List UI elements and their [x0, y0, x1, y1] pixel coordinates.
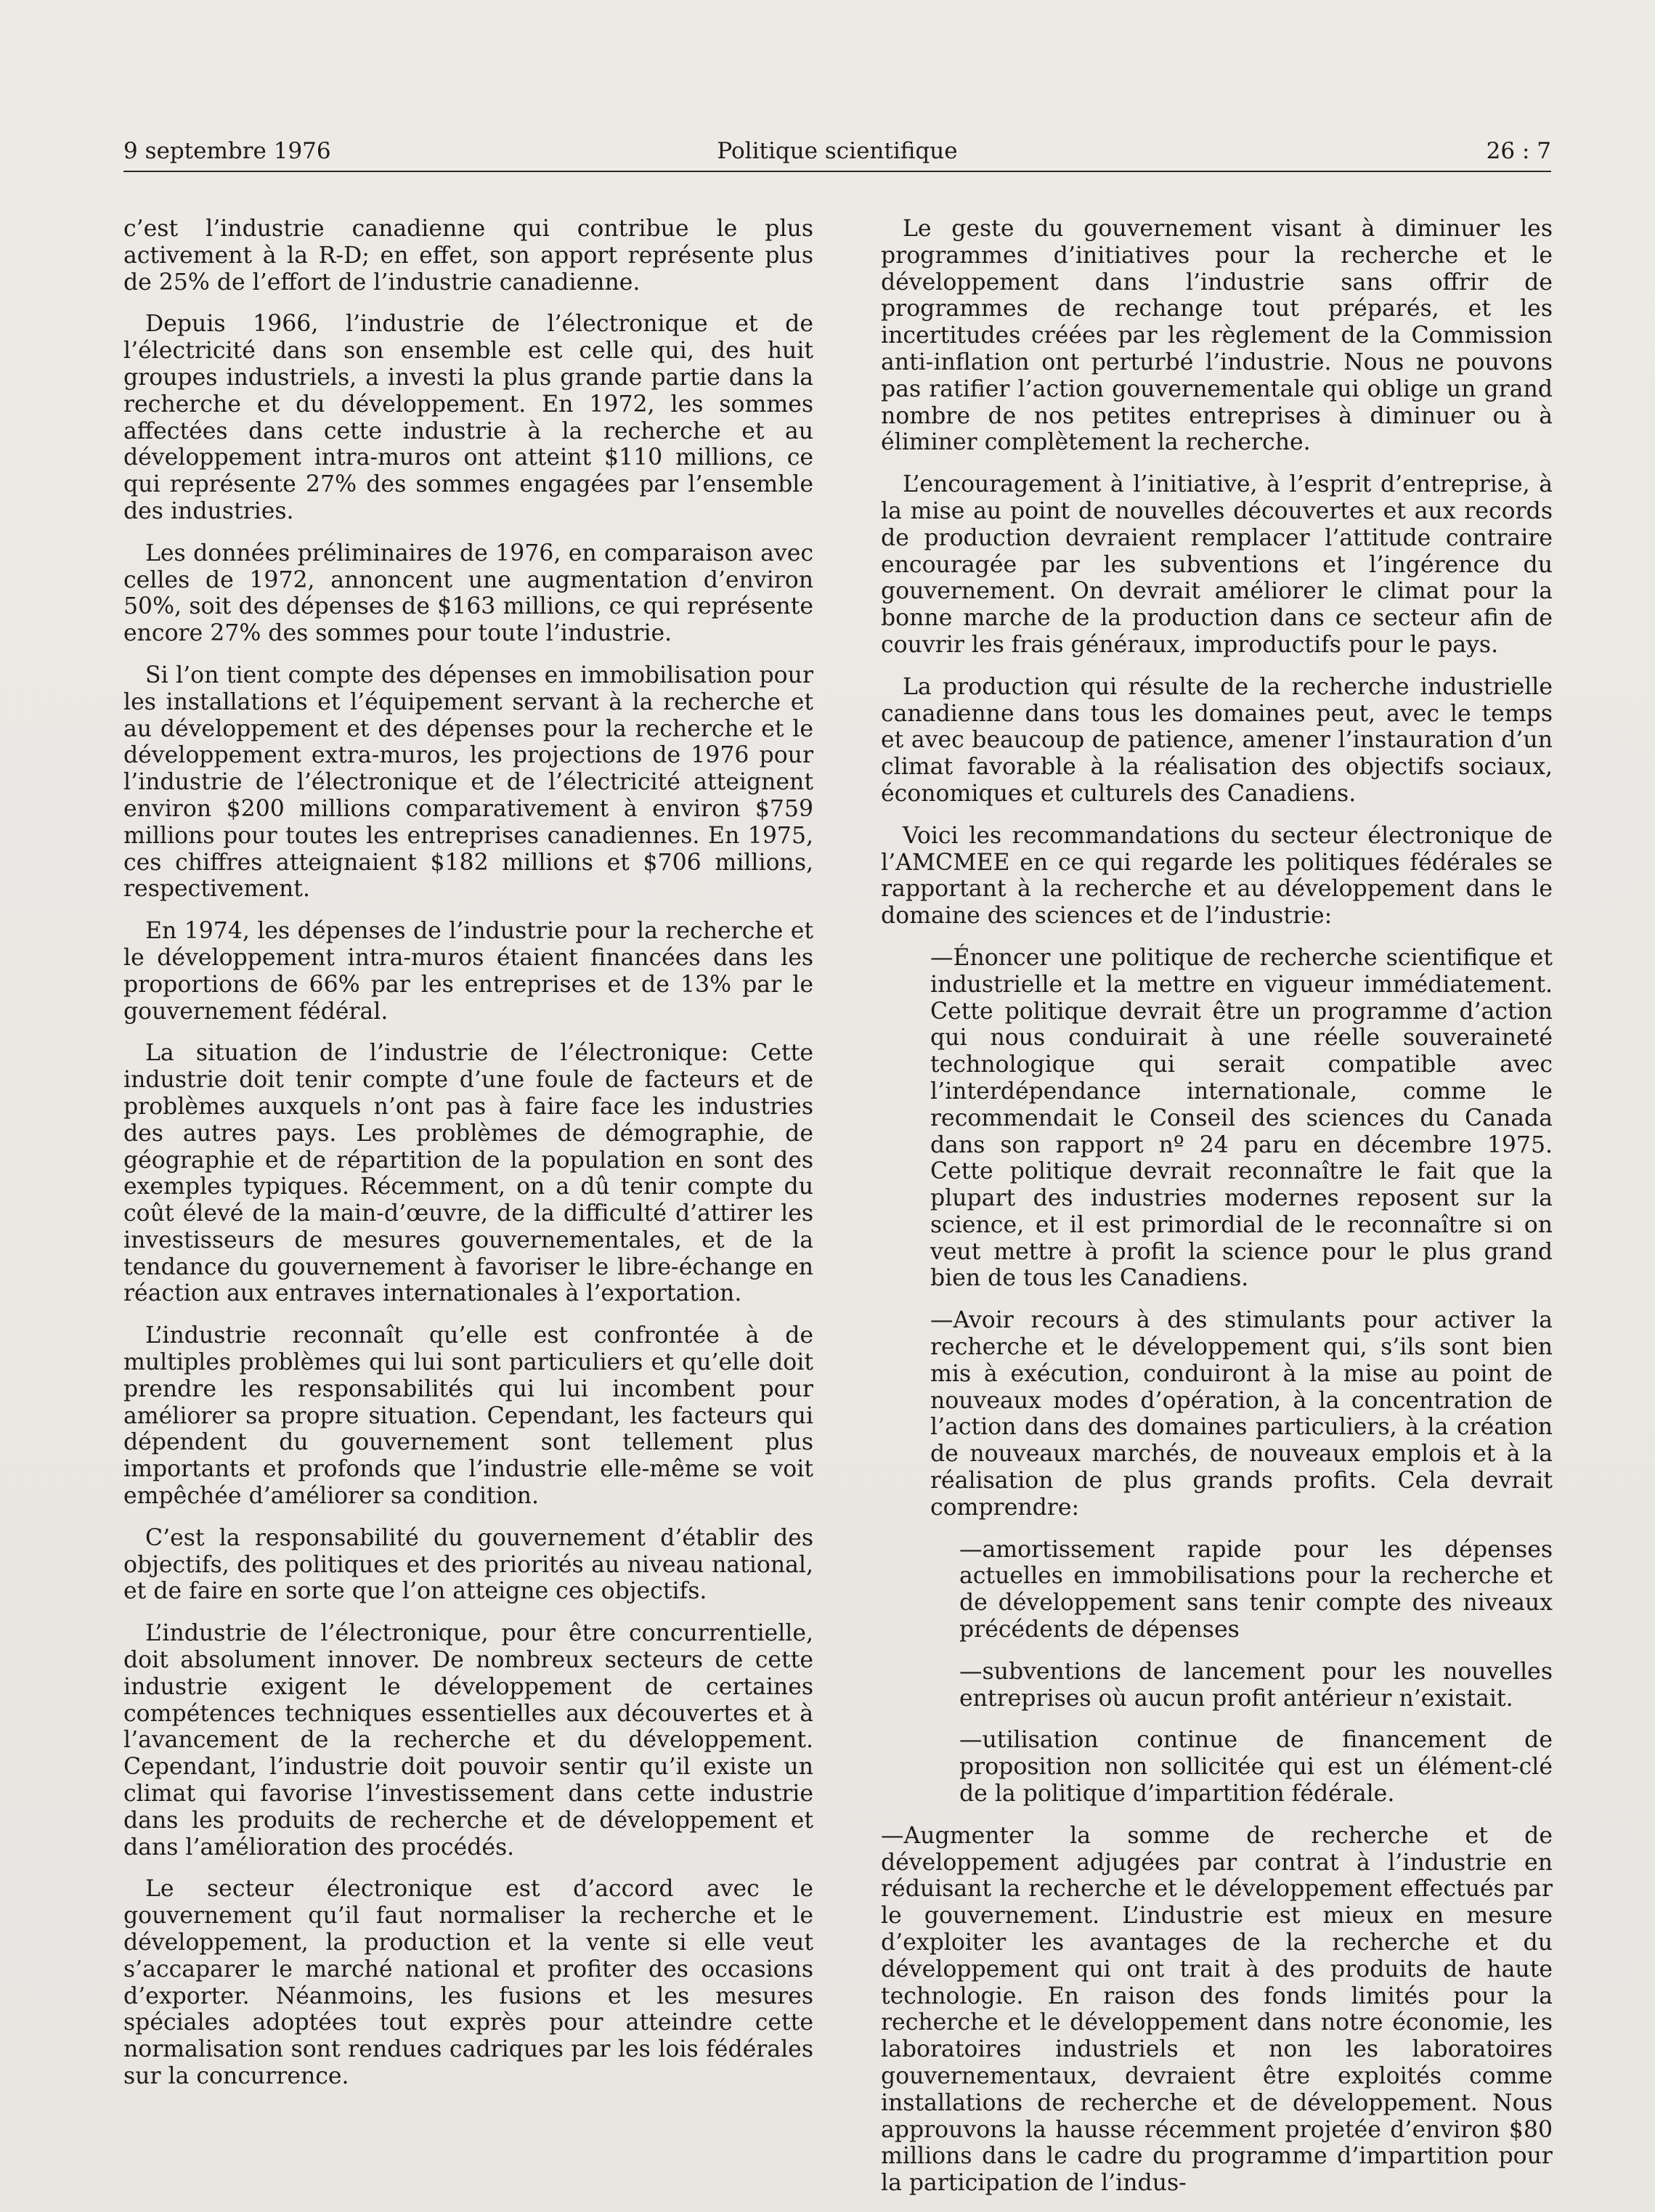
- header-date: 9 septembre 1976: [123, 138, 331, 164]
- paragraph: L’industrie de l’électronique, pour être concurrentielle, doit absolument innover. De nombreux secteurs de cette industrie exigent le développement de certaines compétences techniques essentielles aux découvertes et à l’avancement de la recherche et du développement. Cependant, l’industrie doit pouvoir sentir qu’il existe un climat qui favorise l’investissement dans cette industrie dans les produits de recherche et de développement et dans l’amélioration des procédés.: [123, 1620, 813, 1861]
- recommendation-item: —Augmenter la somme de recherche et de développement adjugées par contrat à l’industrie en réduisant la recherche et le développement effectués par le gouvernement. L’industrie est mieux en mesure d’exploiter les avantages de la recherche et du développement qui ont trait à des produits de haute technologie. En raison des fonds limités pour la recherche et le développement dans notre économie, les laboratoires industriels et non les laboratoires gouvernementaux, devraient être exploités comme installations de recherche et de développement. Nous approuvons la hausse récemment projetée d’environ $80 millions dans le cadre du programme d’impartition pour la participation de l’indus-: [881, 1822, 1553, 2197]
- paragraph: L’encouragement à l’initiative, à l’esprit d’entreprise, à la mise au point de nouvelles découvertes et aux records de production devraient remplacer l’attitude contraire encouragée par les subventions et l’ingérence du gouvernement. On devrait améliorer le climat pour la bonne marche de la production dans ce secteur afin de couvrir les frais généraux, improductifs pour le pays.: [881, 471, 1553, 658]
- right-column: [881, 216, 1553, 2212]
- paragraph: La production qui résulte de la recherche industrielle canadienne dans tous les domaines peut, avec le temps et avec beaucoup de patience, amener l’instauration d’un climat favorable à la réalisation des objectifs sociaux, économiques et culturels des Canadiens.: [881, 673, 1553, 807]
- header-rule: [123, 171, 1551, 172]
- recommendation-subitem: —utilisation continue de financement de proposition non sollicitée qui est un élément-clé de la politique d’impartition fédérale.: [959, 1727, 1553, 1808]
- page-header: [123, 137, 1551, 171]
- left-column: [123, 216, 813, 2105]
- paragraph: L’industrie reconnaît qu’elle est confrontée à de multiples problèmes qui lui sont particuliers et qu’elle doit prendre les responsabilités qui lui incombent pour améliorer sa propre situation. Cependant, les facteurs qui dépendent du gouvernement sont tellement plus importants et profonds que l’industrie elle-même se voit empêchée d’améliorer sa condition.: [123, 1322, 813, 1510]
- paragraph: La situation de l’industrie de l’électronique: Cette industrie doit tenir compte d’une foule de facteurs et de problèmes auxquels n’ont pas à faire face les industries des autres pays. Les problèmes de démographie, de géographie et de répartition de la population en sont des exemples typiques. Récemment, on a dû tenir compte du coût élevé de la main-d’œuvre, de la difficulté d’attirer les investisseurs de mesures gouvernementales, et de la tendance du gouvernement à favoriser le libre-échange en réaction aux entraves internationales à l’exportation.: [123, 1040, 813, 1307]
- paragraph: Si l’on tient compte des dépenses en immobilisation pour les installations et l’équipement servant à la recherche et au développement et des dépenses pour la recherche et le développement extra-muros, les projections de 1976 pour l’industrie de l’électronique et de l’électricité atteignent environ $200 millions comparativement à environ $759 millions pour toutes les entreprises canadiennes. En 1975, ces chiffres atteignaient $182 millions et $706 millions, respectivement.: [123, 662, 813, 903]
- paragraph: Voici les recommandations du secteur électronique de l’AMCMEE en ce qui regarde les politiques fédérales se rapportant à la recherche et au développement dans le domaine des sciences et de l’industrie:: [881, 822, 1553, 930]
- header-page-number: 26 : 7: [1486, 138, 1551, 164]
- recommendation-item: —Énoncer une politique de recherche scientifique et industrielle et la mettre en vigueur immédiatement. Cette politique devrait être un programme d’action qui nous conduirait à une réelle souveraineté technologique qui serait compatible avec l’interdépendance internationale, comme le recommendait le Conseil des sciences du Canada dans son rapport nº 24 paru en décembre 1975. Cette politique devrait reconnaître le fait que la plupart des industries modernes reposent sur la science, et il est primordial de le reconnaître si on veut mettre à profit la science pour le plus grand bien de tous les Canadiens.: [930, 944, 1553, 1292]
- recommendation-subitem: —amortissement rapide pour les dépenses actuelles en immobilisations pour la recherche et de développement sans tenir compte des niveaux précédents de dépenses: [959, 1536, 1553, 1643]
- paragraph: Le secteur électronique est d’accord avec le gouvernement qu’il faut normaliser la recherche et le développement, la production et la vente si elle veut s’accaparer le marché national et profiter des occasions d’exporter. Néanmoins, les fusions et les mesures spéciales adoptées tout exprès pour atteindre cette normalisation sont rendues cadriques par les lois fédérales sur la concurrence.: [123, 1876, 813, 2089]
- recommendation-subitem: —subventions de lancement pour les nouvelles entreprises où aucun profit antérieur n’existait.: [959, 1658, 1553, 1712]
- paragraph: En 1974, les dépenses de l’industrie pour la recherche et le développement intra-muros étaient financées dans les proportions de 66% par les entreprises et de 13% par le gouvernement fédéral.: [123, 918, 813, 1025]
- recommendation-item: —Avoir recours à des stimulants pour activer la recherche et le développement qui, s’ils sont bien mis à exécution, conduiront à la mise au point de nouveaux modes d’opération, à la concentration de l’action dans des domaines particuliers, à la création de nouveaux marchés, de nouveaux emplois et à la réalisation de plus grands profits. Cela devrait comprendre:: [930, 1307, 1553, 1521]
- paragraph: Les données préliminaires de 1976, en comparaison avec celles de 1972, annoncent une augmentation d’environ 50%, soit des dépenses de $163 millions, ce qui représente encore 27% des sommes pour toute l’industrie.: [123, 540, 813, 647]
- paragraph: C’est la responsabilité du gouvernement d’établir des objectifs, des politiques et des priorités au niveau national, et de faire en sorte que l’on atteigne ces objectifs.: [123, 1524, 813, 1605]
- paragraph: c’est l’industrie canadienne qui contribue le plus activement à la R-D; en effet, son apport représente plus de 25% de l’effort de l’industrie canadienne.: [123, 216, 813, 296]
- paragraph: Le geste du gouvernement visant à diminuer les programmes d’initiatives pour la recherche et le développement dans l’industrie sans offrir de programmes de rechange tout préparés, et les incertitudes créées par les règlement de la Commission anti-inflation ont perturbé l’industrie. Nous ne pouvons pas ratifier l’action gouvernementale qui oblige un grand nombre de nos petites entreprises à diminuer ou à éliminer complètement la recherche.: [881, 216, 1553, 456]
- paragraph: Depuis 1966, l’industrie de l’électronique et de l’électricité dans son ensemble est celle qui, des huit groupes industriels, a investi la plus grande partie dans la recherche et du développement. En 1972, les sommes affectées dans cette industrie à la recherche et au développement intra-muros ont atteint $110 millions, ce qui représente 27% des sommes engagées par l’ensemble des industries.: [123, 311, 813, 524]
- header-title: Politique scientifique: [717, 138, 958, 164]
